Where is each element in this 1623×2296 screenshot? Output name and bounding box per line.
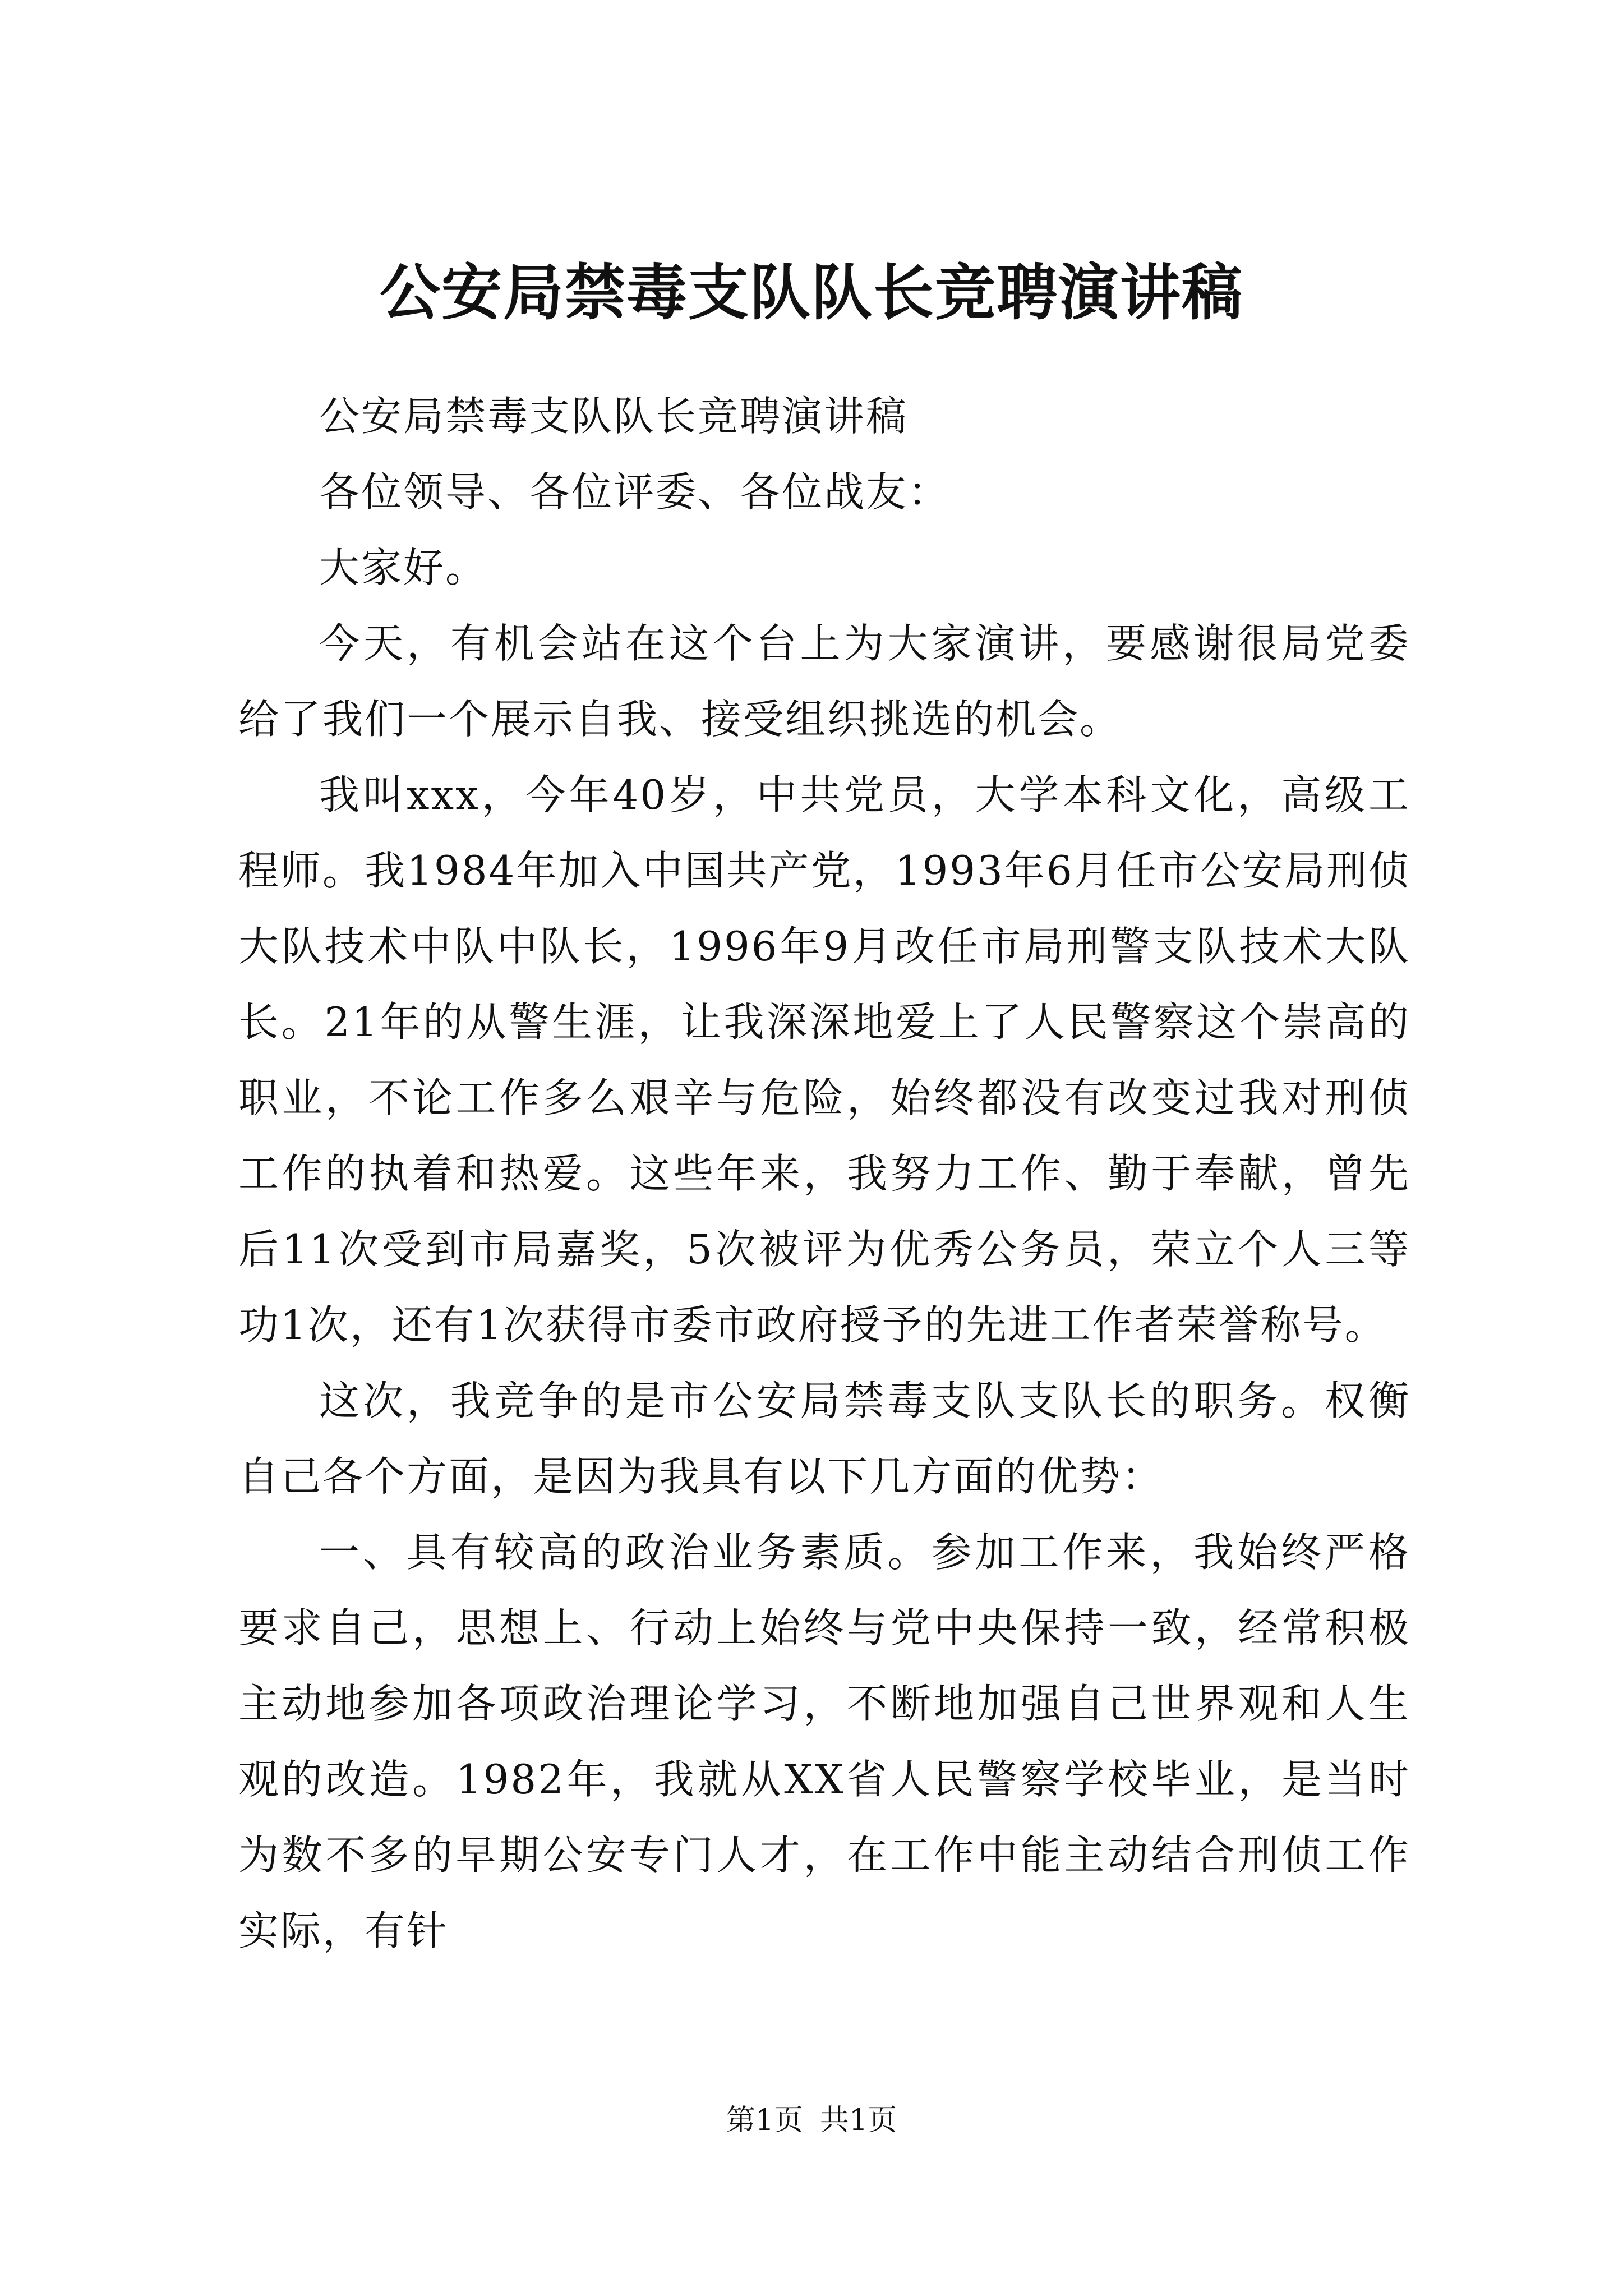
paragraph-salutation: 各位领导、各位评委、各位战友： xyxy=(319,468,951,516)
paragraph-greeting: 大家好。 xyxy=(319,544,488,591)
document-body xyxy=(238,379,1410,1969)
paragraph-introduction: 我叫xxx，今年40岁，中共党员，大学本科文化，高级工程师。我1984年加入中国共产党，1993年6月任市公安局刑侦大队技术中队中队长，1996年9月改任市局刑警支队技术大队长。21年的从警生涯，让我深深地爱上了人民警察这个崇高的职业，不论工作多么艰辛与危险，始终都没有改变过我对刑侦工作的执着和热爱。这些年来，我努力工作、勤于奉献，曾先后11次受到市局嘉奖，5次被评为优秀公务员，荣立个人三等功1次，还有1次获得市委市政府授予的先进工作者荣誉称号。 xyxy=(238,771,1410,1349)
paragraph-position: 这次，我竞争的是市公安局禁毒支队支队长的职务。权衡自己各个方面，是因为我具有以下几方面的优势： xyxy=(238,1377,1410,1500)
paragraph-advantage-one: 一、具有较高的政治业务素质。参加工作来，我始终严格要求自己，思想上、行动上始终与党中央保持一致，经常积极主动地参加各项政治理论学习，不断地加强自己世界观和人生观的改造。1982年，我就从XX省人民警察学校毕业，是当时为数不多的早期公安专门人才，在工作中能主动结合刑侦工作实际，有针 xyxy=(238,1529,1410,1954)
page-total: 共1页 xyxy=(820,2104,897,2137)
paragraph-opening: 今天，有机会站在这个台上为大家演讲，要感谢很局党委给了我们一个展示自我、接受组织挑选的机会。 xyxy=(238,620,1410,743)
page-footer xyxy=(0,2101,1623,2140)
document-title: 公安局禁毒支队队长竞聘演讲稿 xyxy=(379,257,1243,328)
paragraph-subtitle: 公安局禁毒支队队长竞聘演讲稿 xyxy=(319,393,909,440)
page-number: 第1页 xyxy=(726,2104,803,2137)
